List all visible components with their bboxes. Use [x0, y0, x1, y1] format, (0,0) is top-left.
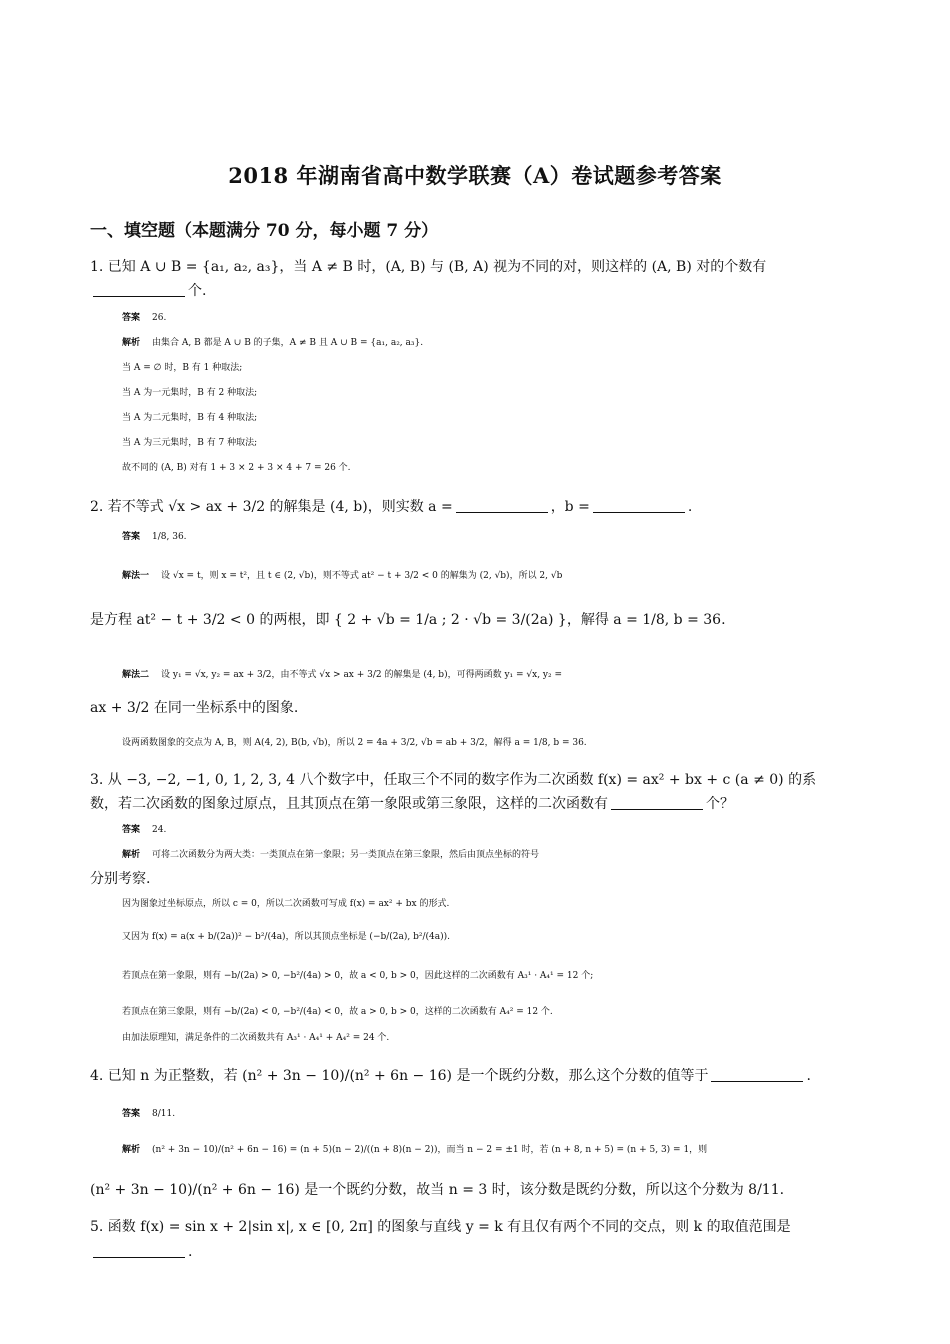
- q1-analysis-line4: 当 A 为二元集时，B 有 4 种取法;: [122, 413, 258, 423]
- q5-stem-line2: .: [90, 1242, 870, 1262]
- q2-answer: 答案 1/8, 36.: [122, 532, 187, 542]
- q3-answer-blank: [611, 795, 703, 810]
- q2-method1-line2: 是方程 at² − t + 3/2 < 0 的两根，即 { 2 + √b = 1/a ; 2 · √b = 3/(2a) }，解得 a = 1/8, b = 36.: [90, 612, 726, 628]
- q4-analysis-line1: 解析 (n² + 3n − 10)/(n² + 6n − 16) = (n + 5)(n − 2)/((n + 8)(n − 2))，而当 n − 2 = ±1 时，若 (n + 8, n + 5) = (n + 5, 3) = 1，则: [122, 1145, 708, 1155]
- q3-analysis-line5: 若顶点在第一象限，则有 −b/(2a) > 0, −b²/(4a) > 0，故 a < 0, b > 0，因此这样的二次函数有 A₃¹ · A₄¹ = 12 个;: [122, 971, 594, 981]
- q3-analysis-line2: 分别考察.: [90, 871, 151, 887]
- q4-analysis-line2: (n² + 3n − 10)/(n² + 6n − 16) 是一个既约分数，故当 n = 3 时，该分数是既约分数，所以这个分数为 8/11.: [90, 1182, 785, 1198]
- q5-answer-blank: [93, 1243, 185, 1258]
- q2-blank-b: [593, 498, 685, 513]
- q1-analysis-line5: 当 A 为三元集时，B 有 7 种取法;: [122, 438, 258, 448]
- q3-analysis-line4: 又因为 f(x) = a(x + b/(2a))² − b²/(4a)，所以其顶点坐标是 (−b/(2a), b²/(4a)).: [122, 932, 451, 942]
- q1-analysis-line6: 故不同的 (A, B) 对有 1 + 3 × 2 + 3 × 4 + 7 = 26 个.: [122, 463, 351, 473]
- q1-stem-line1: 1. 已知 A ∪ B = {a₁, a₂, a₃}，当 A ≠ B 时，(A, B) 与 (B, A) 视为不同的对，则这样的 (A, B) 对的个数有: [90, 259, 767, 275]
- q1-analysis-line1: 解析 由集合 A, B 都是 A ∪ B 的子集，A ≠ B 且 A ∪ B = {a₁, a₂, a₃}.: [122, 338, 424, 348]
- q2-stem: 2. 若不等式 √x > ax + 3/2 的解集是 (4, b)，则实数 a = ，b = .: [90, 499, 693, 515]
- q2-method2-line2: ax + 3/2 在同一坐标系中的图象.: [90, 700, 299, 716]
- section-heading: 一、填空题（本题满分 70 分，每小题 7 分）: [90, 221, 439, 241]
- q3-analysis-line7: 由加法原理知，满足条件的二次函数共有 A₃¹ · A₄¹ + A₄² = 24 个.: [122, 1033, 390, 1043]
- q1-stem-line2: 个.: [90, 281, 870, 301]
- q3-answer: 答案 24.: [122, 825, 167, 835]
- q3-analysis-line1: 解析 可将二次函数分为两大类：一类顶点在第一象限；另一类顶点在第三象限，然后由顶点坐标的符号: [122, 850, 540, 860]
- q2-method2-line1: 解法二 设 y₁ = √x, y₂ = ax + 3/2，由不等式 √x > ax + 3/2 的解集是 (4, b)，可得两函数 y₁ = √x, y₂ =: [122, 670, 563, 680]
- q3-stem-line1: 3. 从 −3, −2, −1, 0, 1, 2, 3, 4 八个数字中，任取三个不同的数字作为二次函数 f(x) = ax² + bx + c (a ≠ 0) 的系: [90, 772, 817, 788]
- q1-answer: 答案 26.: [122, 313, 167, 323]
- q1-analysis-line2: 当 A = ∅ 时，B 有 1 种取法;: [122, 363, 243, 373]
- q3-stem-line2: 数，若二次函数的图象过原点，且其顶点在第一象限或第三象限，这样的二次函数有 个？: [90, 796, 734, 812]
- q4-stem: 4. 已知 n 为正整数，若 (n² + 3n − 10)/(n² + 6n − 16) 是一个既约分数，那么这个分数的值等于 .: [90, 1068, 811, 1084]
- q1-answer-blank: [93, 282, 185, 297]
- q3-analysis-line6: 若顶点在第三象限，则有 −b/(2a) < 0, −b²/(4a) < 0，故 a > 0, b > 0，这样的二次函数有 A₄² = 12 个.: [122, 1007, 553, 1017]
- q3-analysis-line3: 因为图象过坐标原点，所以 c = 0，所以二次函数可写成 f(x) = ax² + bx 的形式.: [122, 899, 450, 909]
- q5-stem-line1: 5. 函数 f(x) = sin x + 2|sin x|, x ∈ [0, 2π] 的图象与直线 y = k 有且仅有两个不同的交点，则 k 的取值范围是: [90, 1219, 791, 1235]
- q2-method2-line3: 设两函数图象的交点为 A, B，则 A(4, 2), B(b, √b)，所以 2 = 4a + 3/2, √b = ab + 3/2，解得 a = 1/8, b = 36.: [122, 738, 587, 748]
- q2-method1-line1: 解法一 设 √x = t，则 x = t²，且 t ∈ (2, √b)，则不等式 at² − t + 3/2 < 0 的解集为 (2, √b)，所以 2, √b: [122, 571, 563, 581]
- q4-answer-blank: [711, 1067, 803, 1082]
- q4-answer: 答案 8/11.: [122, 1109, 176, 1119]
- q2-blank-a: [456, 498, 548, 513]
- page-title: 2018 年湖南省高中数学联赛（A）卷试题参考答案: [228, 163, 722, 188]
- q1-analysis-line3: 当 A 为一元集时，B 有 2 种取法;: [122, 388, 258, 398]
